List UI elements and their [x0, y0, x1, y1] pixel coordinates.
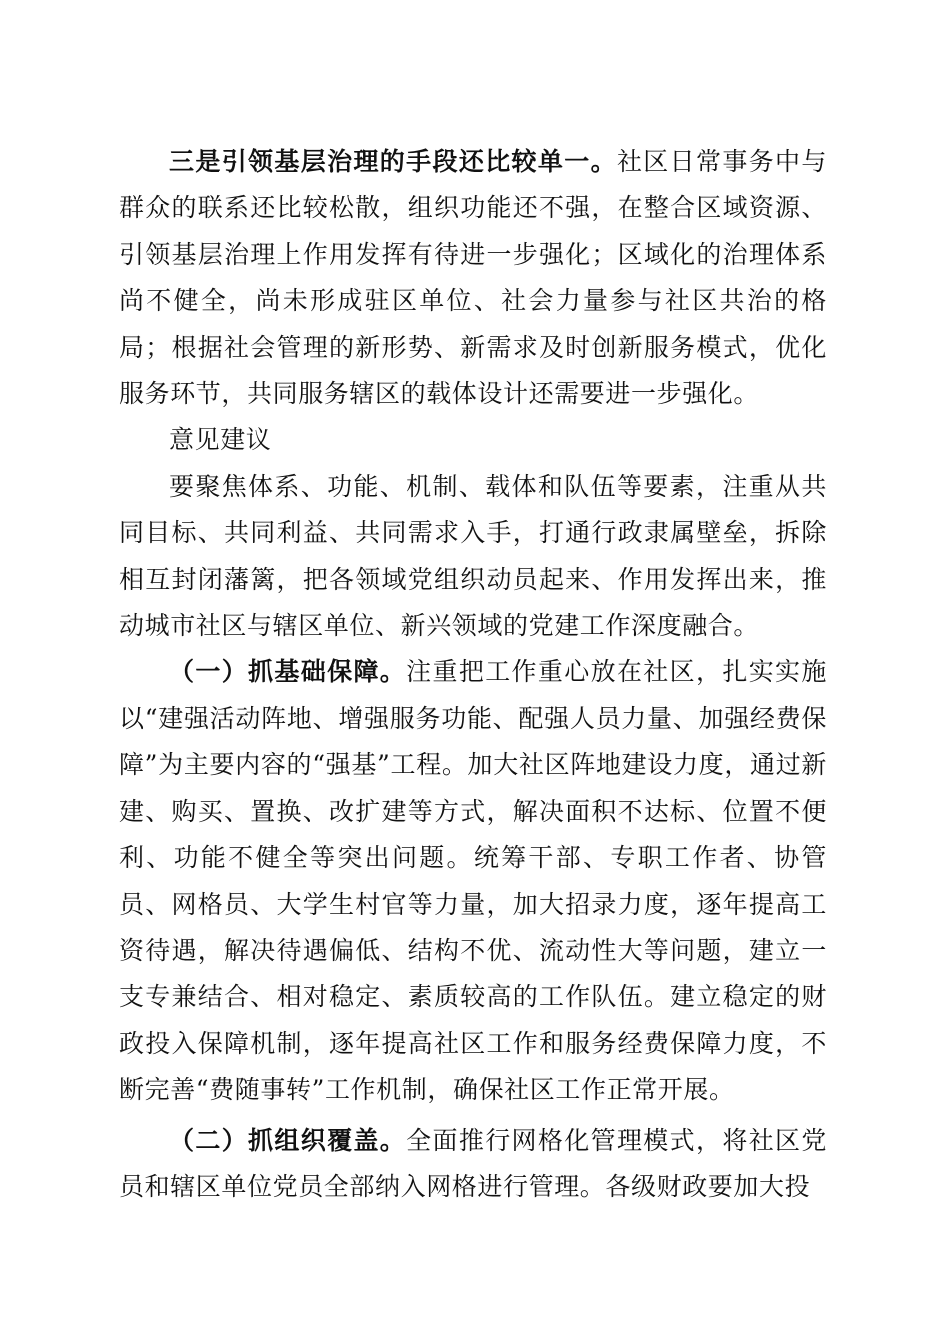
paragraph-basic-support — [119, 649, 827, 1113]
paragraph-governance-issue — [119, 139, 827, 417]
paragraph-text: 注重把工作重心放在社区，扎实实施以“建强活动阵地、增强服务功能、配强人员力量、加强经费保障”为主要内容的“强基”工程。加大社区阵地建设力度，通过新建、购买、置换、改扩建等方式，解决面积不达标、位置不便利、功能不健全等突出问题。统筹干部、专职工作者、协管员、网格员、大学生村官等力量，加大招录力度，逐年提高工资待遇，解决待遇偏低、结构不优、流动性大等问题，建立一支专兼结合、相对稳定、素质较高的工作队伍。建立稳定的财政投入保障机制，逐年提高社区工作和服务经费保障力度，不断完善“费随事转”工作机制，确保社区工作正常开展。 — [119, 657, 827, 1105]
paragraph-lead: （二）抓组织覆盖。 — [169, 1125, 407, 1155]
paragraph-organization-coverage — [119, 1118, 827, 1211]
paragraph-text: 全面推行网格化管理模式，将社区党员和辖区单位党员全部纳入网格进行管理。各级财政要加大投 — [119, 1125, 827, 1201]
paragraph-text: 社区日常事务中与群众的联系还比较松散，组织功能还不强，在整合区域资源、引领基层治理上作用发挥有待进一步强化；区域化的治理体系尚不健全，尚未形成驻区单位、社会力量参与社区共治的格局；根据社会管理的新形势、新需求及时创新服务模式，优化服务环节，共同服务辖区的载体设计还需要进一步强化。 — [119, 147, 827, 409]
section-heading-text: 意见建议 — [169, 425, 272, 455]
paragraph-text: 要聚焦体系、功能、机制、载体和队伍等要素，注重从共同目标、共同利益、共同需求入手，打通行政隶属壁垒，拆除相互封闭藩篱，把各领域党组织动员起来、作用发挥出来，推动城市社区与辖区单位、新兴领域的党建工作深度融合。 — [119, 471, 827, 641]
paragraph-lead: （一）抓基础保障。 — [169, 657, 407, 687]
section-heading — [119, 417, 827, 463]
document-body — [119, 139, 827, 1210]
paragraph-suggestion-intro — [119, 464, 827, 650]
paragraph-lead: 三是引领基层治理的手段还比较单一。 — [169, 147, 617, 176]
